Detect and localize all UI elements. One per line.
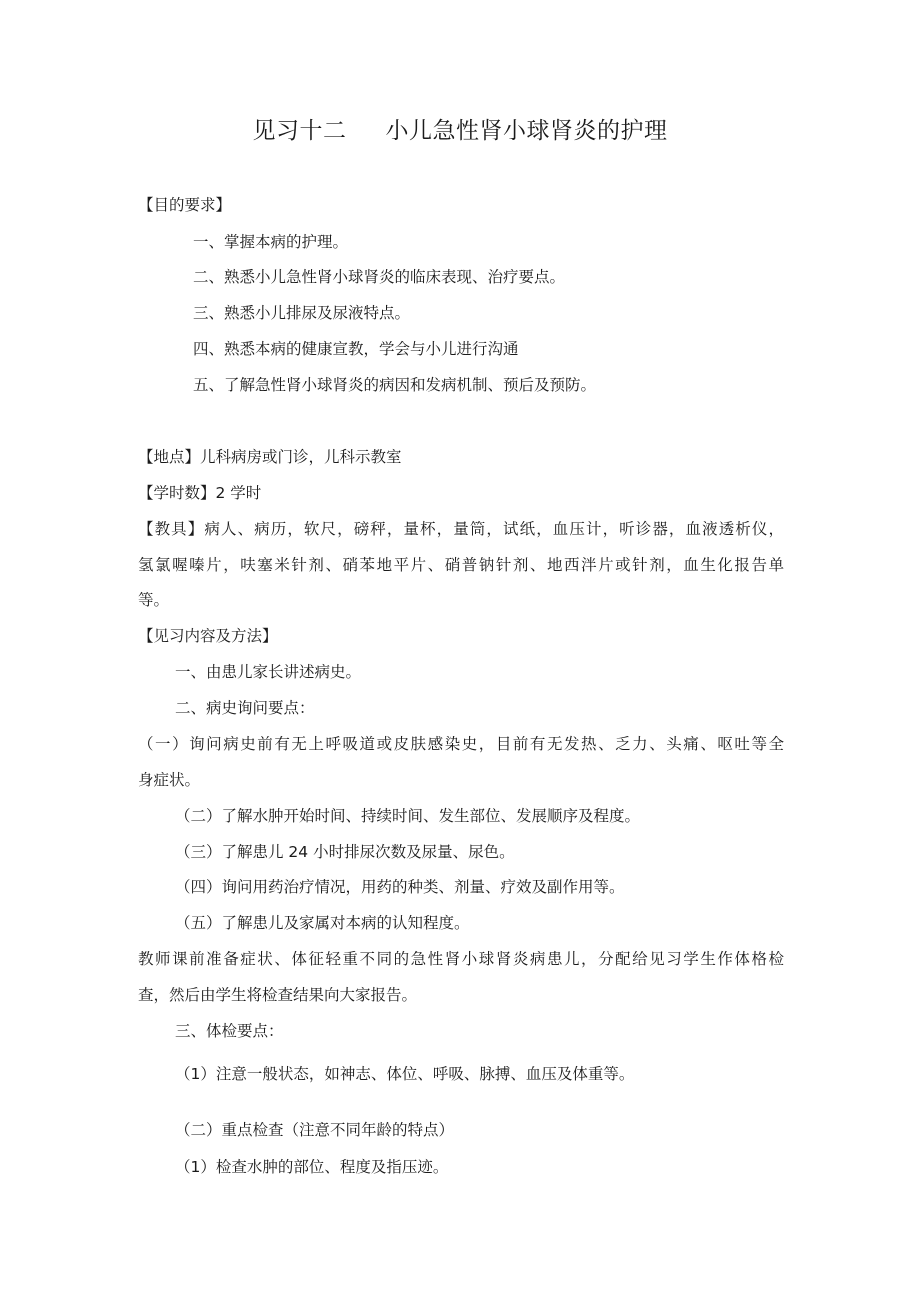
teacher-note-line-1: 教师课前准备症状、体征轻重不同的急性肾小球肾炎病患儿，分配给见习学生作体格检 (138, 950, 784, 968)
history-item-4: （四）询问用药治疗情况，用药的种类、剂量、疗效及副作用等。 (175, 878, 625, 896)
tools-line-1: 【教具】病人、病历，软尺，磅秤，量杯，量筒，试纸，血压计，听诊器，血液透析仪， (138, 520, 784, 538)
teacher-note-line-2: 查，然后由学生将检查结果向大家报告。 (138, 986, 418, 1004)
objective-item-3: 三、熟悉小儿排尿及尿液特点。 (193, 304, 411, 322)
objective-item-2: 二、熟悉小儿急性肾小球肾炎的临床表现、治疗要点。 (193, 268, 566, 286)
exam-item-2: （二）重点检查（注意不同年龄的特点） (175, 1121, 455, 1139)
location-line: 【地点】儿科病房或门诊，儿科示教室 (138, 448, 402, 466)
content-heading: 【见习内容及方法】 (138, 627, 278, 645)
tools-line-3: 等。 (138, 591, 170, 609)
content-paragraph-3: 三、体检要点： (175, 1022, 284, 1040)
content-paragraph-2: 二、病史询问要点： (175, 699, 315, 717)
objective-item-5: 五、了解急性肾小球肾炎的病因和发病机制、预后及预防。 (193, 376, 597, 394)
exam-item-3: （1）检查水肿的部位、程度及指压迹。 (175, 1158, 449, 1176)
content-paragraph-1: 一、由患儿家长讲述病史。 (175, 663, 362, 681)
page-title: 见习十二 小儿急性肾小球肾炎的护理 (252, 118, 668, 144)
history-item-5: （五）了解患儿及家属对本病的认知程度。 (175, 914, 470, 932)
exam-item-1: （1）注意一般状态，如神志、体位、呼吸、脉搏、血压及体重等。 (175, 1065, 635, 1083)
objectives-heading: 【目的要求】 (138, 196, 232, 214)
history-item-2: （二）了解水肿开始时间、持续时间、发生部位、发展顺序及程度。 (175, 807, 641, 825)
history-item-1-line-2: 身症状。 (138, 771, 201, 789)
objective-item-4: 四、熟悉本病的健康宣教，学会与小儿进行沟通 (193, 340, 519, 358)
tools-line-2: 氢氯喔嗪片，呋塞米针剂、硝苯地平片、硝普钠针剂、地西泮片或针剂，血生化报告单 (138, 556, 784, 574)
objective-item-1: 一、掌握本病的护理。 (193, 233, 349, 251)
hours-line: 【学时数】2 学时 (138, 484, 262, 502)
history-item-1-line-1: （一）询问病史前有无上呼吸道或皮肤感染史，目前有无发热、乏力、头痛、呕吐等全 (138, 735, 784, 753)
history-item-3: （三）了解患儿 24 小时排尿次数及尿量、尿色。 (175, 843, 515, 861)
